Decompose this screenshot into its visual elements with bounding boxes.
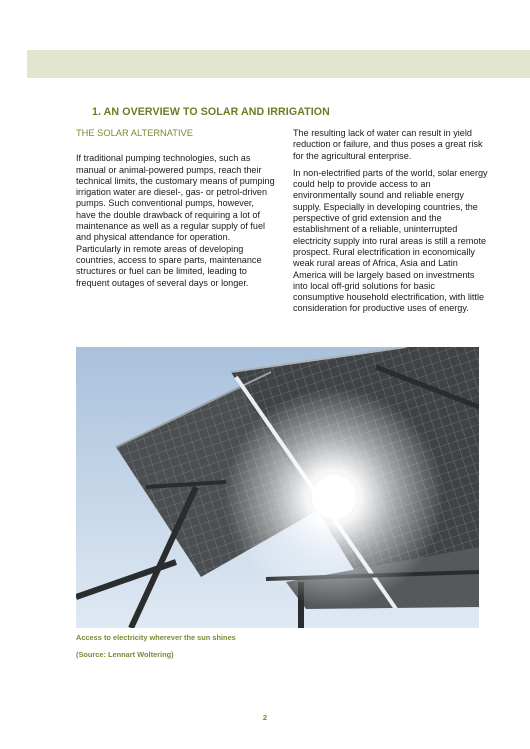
figure-source: (Source: Lennart Woltering) — [76, 650, 174, 659]
paragraph: The resulting lack of water can result in yield reduction or failure, and thus poses a great risk for the agricultural enterprise. — [293, 128, 483, 161]
page-number: 2 — [262, 713, 268, 722]
right-column — [293, 128, 488, 321]
solar-panel-photo — [76, 347, 479, 628]
section-title: 1. AN OVERVIEW TO SOLAR AND IRRIGATION — [92, 106, 330, 118]
left-column — [76, 128, 276, 295]
header-band — [27, 50, 530, 78]
subheading: THE SOLAR ALTERNATIVE — [76, 128, 193, 138]
paragraph: In non-electrified parts of the world, solar energy could help to provide access to an environmentally sound and reliable energy supply. Especially in developing countries, the perspective of grid extension and the establishment of a reliable, uninterrupted electricity supply into rural areas is still a remote prospect. Rural electrification in economically weak rural areas of Africa, Asia and Latin America will be largely based on investments into local off-grid solutions for basic consumptive household electrification, with little consideration for productive uses of energy. — [293, 167, 488, 314]
paragraph: If traditional pumping technologies, such as manual or animal-powered pumps, reach their technical limits, the customary means of pumping irrigation water are diesel-, gas- or petrol-driven pumps. Such conventional pumps, however, have the double drawback of requiring a lot of maintenance as well as a regular supply of fuel and physical attendance for operation. Particularly in remote areas of developing countries, access to spare parts, maintenance structures or fuel can be limited, leading to frequent outages of several days or longer. — [76, 153, 275, 288]
figure-caption: Access to electricity wherever the sun shines — [76, 633, 236, 642]
